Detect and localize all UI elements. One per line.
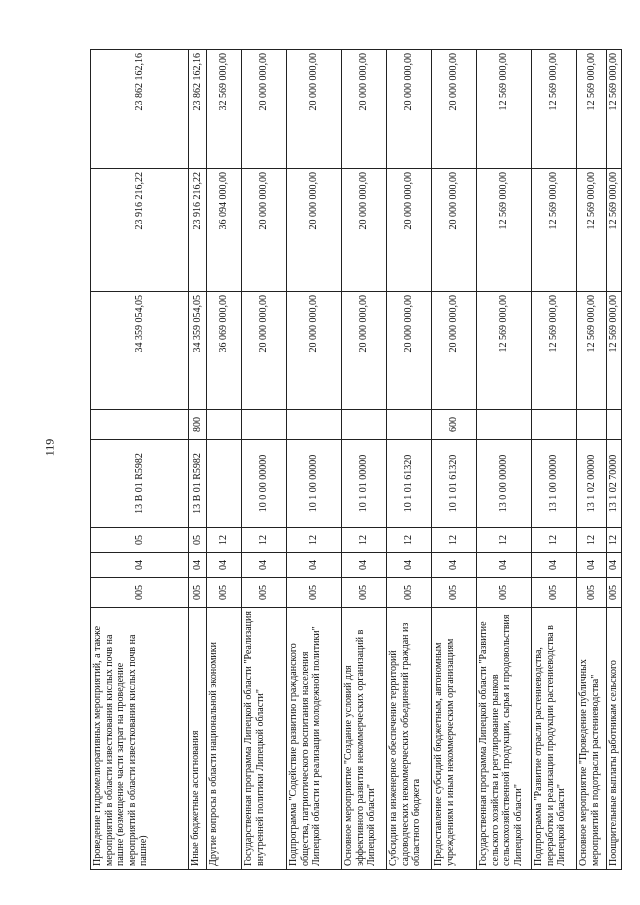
row-section-code: 04 — [91, 553, 189, 578]
page-number: 119 — [42, 438, 57, 457]
row-target-article: 13 В 01 R5982 — [189, 440, 207, 528]
row-target-article: 10 1 01 00000 — [342, 440, 387, 528]
table-row — [91, 50, 189, 870]
row-section-code: 04 — [189, 553, 207, 578]
row-value-year2: 20 000 000,00 — [287, 169, 342, 292]
row-value-year3: 20 000 000,00 — [387, 50, 432, 169]
row-admin-code: 005 — [242, 578, 287, 608]
row-value-year2: 20 000 000,00 — [387, 169, 432, 292]
row-value-year2: 23 916 216,22 — [91, 169, 189, 292]
row-admin-code: 005 — [342, 578, 387, 608]
row-value-year2: 12 569 000,00 — [577, 169, 607, 292]
row-target-article: 13 В 01 R5982 — [91, 440, 189, 528]
row-target-article: 10 1 01 61320 — [432, 440, 477, 528]
row-section-code: 04 — [577, 553, 607, 578]
row-value-year1: 20 000 000,00 — [342, 292, 387, 410]
row-value-year1: 12 569 000,00 — [477, 292, 532, 410]
row-subsection-code: 12 — [207, 528, 242, 553]
table-row — [607, 50, 622, 870]
row-name: Другие вопросы в области национальной экономики — [207, 608, 242, 870]
row-expense-type: 800 — [189, 410, 207, 440]
row-expense-type — [91, 410, 189, 440]
row-value-year3: 12 569 000,00 — [477, 50, 532, 169]
row-value-year2: 20 000 000,00 — [342, 169, 387, 292]
row-subsection-code: 12 — [432, 528, 477, 553]
row-section-code: 04 — [432, 553, 477, 578]
row-value-year3: 23 862 162,16 — [91, 50, 189, 169]
row-admin-code: 005 — [432, 578, 477, 608]
row-value-year1: 20 000 000,00 — [432, 292, 477, 410]
row-subsection-code: 12 — [387, 528, 432, 553]
row-subsection-code: 12 — [532, 528, 577, 553]
row-value-year1: 20 000 000,00 — [387, 292, 432, 410]
row-target-article — [207, 440, 242, 528]
table-row — [242, 50, 287, 870]
row-value-year2: 12 569 000,00 — [607, 169, 622, 292]
rotated-page-area — [90, 30, 619, 870]
row-section-code: 04 — [242, 553, 287, 578]
row-section-code: 04 — [207, 553, 242, 578]
row-admin-code: 005 — [577, 578, 607, 608]
table-row — [287, 50, 342, 870]
row-value-year3: 32 569 000,00 — [207, 50, 242, 169]
row-value-year3: 20 000 000,00 — [432, 50, 477, 169]
row-subsection-code: 12 — [342, 528, 387, 553]
row-section-code: 04 — [387, 553, 432, 578]
row-value-year3: 12 569 000,00 — [532, 50, 577, 169]
table-row — [207, 50, 242, 870]
row-target-article: 13 0 00 00000 — [477, 440, 532, 528]
row-admin-code: 005 — [207, 578, 242, 608]
row-value-year3: 12 569 000,00 — [577, 50, 607, 169]
row-expense-type — [607, 410, 622, 440]
row-subsection-code: 12 — [577, 528, 607, 553]
row-value-year2: 20 000 000,00 — [432, 169, 477, 292]
row-expense-type — [577, 410, 607, 440]
row-section-code: 04 — [607, 553, 622, 578]
row-section-code: 04 — [342, 553, 387, 578]
row-value-year3: 12 569 000,00 — [607, 50, 622, 169]
row-value-year3: 20 000 000,00 — [287, 50, 342, 169]
row-value-year2: 36 094 000,00 — [207, 169, 242, 292]
row-section-code: 04 — [532, 553, 577, 578]
table-row — [387, 50, 432, 870]
row-admin-code: 005 — [387, 578, 432, 608]
row-subsection-code: 05 — [189, 528, 207, 553]
row-admin-code: 005 — [532, 578, 577, 608]
table-row — [532, 50, 577, 870]
table-row — [342, 50, 387, 870]
row-value-year2: 12 569 000,00 — [477, 169, 532, 292]
row-admin-code: 005 — [287, 578, 342, 608]
row-name: Основное мероприятие "Создание условий для эффективного развития некоммерческих организаций в Липецкой области" — [342, 608, 387, 870]
row-name: Субсидии на инженерное обеспечение территорий садоводческих некоммерческих объединений граждан из областного бюджета — [387, 608, 432, 870]
row-value-year1: 12 569 000,00 — [532, 292, 577, 410]
row-expense-type — [207, 410, 242, 440]
budget-table-wrapper — [90, 50, 619, 870]
row-value-year1: 12 569 000,00 — [607, 292, 622, 410]
row-value-year1: 34 359 054,05 — [189, 292, 207, 410]
row-name: Подпрограмма "Содействие развитию гражданского общества, патриотического воспитания населения Липецкой области и реализации молодежной политики" — [287, 608, 342, 870]
row-expense-type — [387, 410, 432, 440]
row-value-year1: 12 569 000,00 — [577, 292, 607, 410]
row-subsection-code: 12 — [607, 528, 622, 553]
row-name: Основное мероприятие "Проведение публичных мероприятий в подотрасли растениеводства" — [577, 608, 607, 870]
row-name: Предоставление субсидий бюджетным, автономным учреждениям и иным некоммерческим организациям — [432, 608, 477, 870]
row-target-article: 10 1 00 00000 — [287, 440, 342, 528]
row-target-article: 13 1 00 00000 — [532, 440, 577, 528]
row-value-year1: 20 000 000,00 — [242, 292, 287, 410]
row-expense-type — [477, 410, 532, 440]
row-expense-type: 600 — [432, 410, 477, 440]
table-row — [189, 50, 207, 870]
row-subsection-code: 12 — [287, 528, 342, 553]
row-name: Государственная программа Липецкой области "Реализация внутренней политики Липецкой области" — [242, 608, 287, 870]
row-admin-code: 005 — [189, 578, 207, 608]
table-row — [577, 50, 607, 870]
table-row — [432, 50, 477, 870]
row-name: Подпрограмма "Развитие отрасли растениеводства, переработки и реализации продукции растениеводства в Липецкой области" — [532, 608, 577, 870]
row-value-year2: 23 916 216,22 — [189, 169, 207, 292]
row-expense-type — [287, 410, 342, 440]
row-name: Иные бюджетные ассигнования — [189, 608, 207, 870]
row-subsection-code: 12 — [242, 528, 287, 553]
row-admin-code: 005 — [477, 578, 532, 608]
budget-table-body — [91, 50, 622, 870]
row-admin-code: 005 — [91, 578, 189, 608]
row-value-year3: 23 862 162,16 — [189, 50, 207, 169]
row-name: Проведение гидромелиоративных мероприятий, а также мероприятий в области известкования кислых почв на пашне (возмещение части затрат на проведение мероприятий в области известкования кислых почв на пашне) — [91, 608, 189, 870]
row-subsection-code: 12 — [477, 528, 532, 553]
row-section-code: 04 — [287, 553, 342, 578]
row-value-year3: 20 000 000,00 — [242, 50, 287, 169]
budget-table — [90, 49, 622, 870]
row-name: Поощрительные выплаты работникам сельского — [607, 608, 622, 870]
row-target-article: 10 1 01 61320 — [387, 440, 432, 528]
row-target-article: 10 0 00 00000 — [242, 440, 287, 528]
table-row — [477, 50, 532, 870]
row-value-year1: 20 000 000,00 — [287, 292, 342, 410]
row-section-code: 04 — [477, 553, 532, 578]
row-value-year1: 34 359 054,05 — [91, 292, 189, 410]
row-subsection-code: 05 — [91, 528, 189, 553]
row-admin-code: 005 — [607, 578, 622, 608]
row-value-year3: 20 000 000,00 — [342, 50, 387, 169]
row-expense-type — [242, 410, 287, 440]
row-expense-type — [342, 410, 387, 440]
row-expense-type — [532, 410, 577, 440]
row-value-year2: 12 569 000,00 — [532, 169, 577, 292]
row-target-article: 13 1 02 00000 — [577, 440, 607, 528]
row-value-year2: 20 000 000,00 — [242, 169, 287, 292]
row-name: Государственная программа Липецкой области "Развитие сельского хозяйства и регулирование рынков сельскохозяйственной продукции, сырья и продовольствия Липецкой области" — [477, 608, 532, 870]
row-value-year1: 36 069 000,00 — [207, 292, 242, 410]
row-target-article: 13 1 02 70000 — [607, 440, 622, 528]
